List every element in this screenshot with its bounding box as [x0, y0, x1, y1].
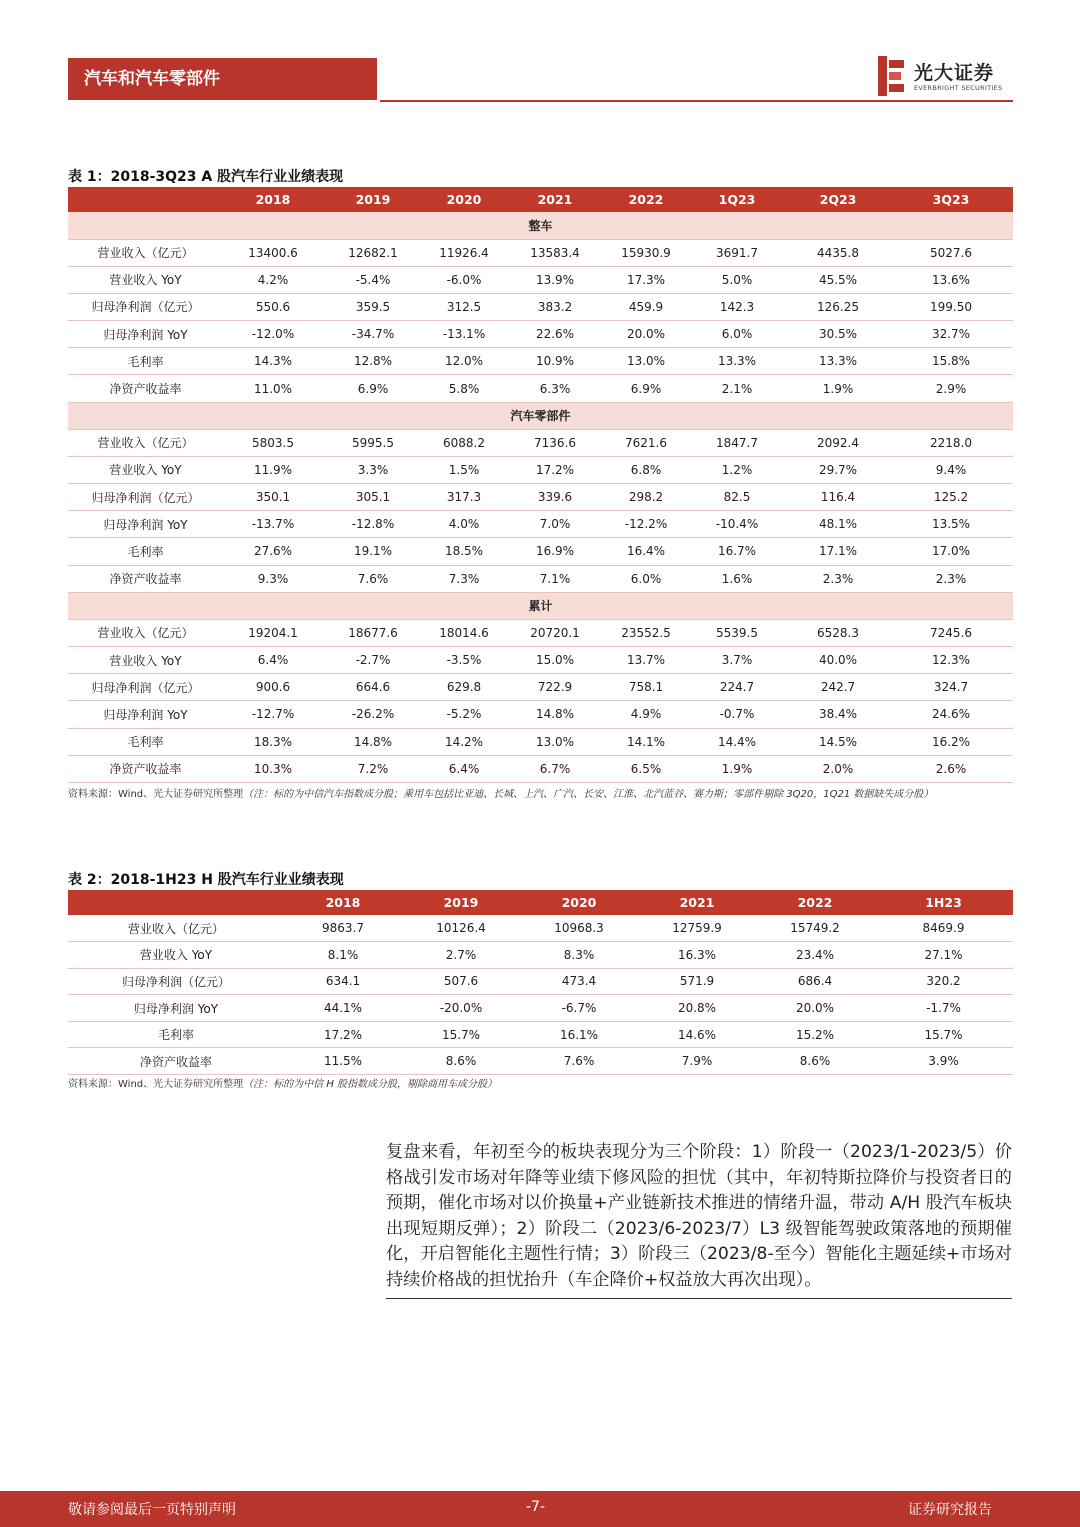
table-cell: 20.0%	[756, 995, 874, 1022]
row-label: 毛利率	[68, 1021, 284, 1048]
table-row	[68, 728, 1013, 755]
table2-header-row	[68, 890, 1013, 915]
table-cell: -3.5%	[423, 646, 505, 673]
table2-col-header: 1H23	[874, 890, 1013, 915]
row-label: 归母净利润（亿元）	[68, 968, 284, 995]
table-cell: 1.6%	[687, 565, 787, 592]
table-cell: 2218.0	[889, 429, 1013, 456]
logo-text-en: EVERBRIGHT SECURITIES	[914, 84, 1003, 92]
table-cell: 13.9%	[505, 266, 605, 293]
table-cell: 8.6%	[756, 1048, 874, 1075]
table-cell: 3.3%	[323, 456, 423, 483]
table-cell: 6528.3	[787, 619, 889, 646]
table1-col-header: 2019	[323, 187, 423, 212]
table-cell: 23.4%	[756, 942, 874, 969]
row-label: 毛利率	[68, 538, 223, 565]
table-cell: 16.3%	[638, 942, 756, 969]
table-row	[68, 968, 1013, 995]
table-row	[68, 456, 1013, 483]
table-cell: 14.8%	[505, 701, 605, 728]
table-cell: 44.1%	[284, 995, 402, 1022]
row-label: 营业收入 YoY	[68, 456, 223, 483]
table-cell: 15.7%	[402, 1021, 520, 1048]
table-cell: 459.9	[605, 293, 687, 320]
table-cell: 11926.4	[423, 239, 505, 266]
table-cell: 305.1	[323, 484, 423, 511]
table-row	[68, 646, 1013, 673]
row-label: 净资产收益率	[68, 565, 223, 592]
footer-bar	[0, 1491, 1080, 1527]
table2-col-header: 2021	[638, 890, 756, 915]
table-cell: 116.4	[787, 484, 889, 511]
table-cell: 12.8%	[323, 348, 423, 375]
table-cell: 2.7%	[402, 942, 520, 969]
table-cell: 10.3%	[223, 755, 323, 782]
table-cell: 312.5	[423, 293, 505, 320]
table1-col-header: 2018	[223, 187, 323, 212]
table-cell: 32.7%	[889, 321, 1013, 348]
brand-logo	[878, 56, 1018, 98]
table-cell: 550.6	[223, 293, 323, 320]
table-cell: 8.6%	[402, 1048, 520, 1075]
row-label: 营业收入 YoY	[68, 646, 223, 673]
table-cell: 7.0%	[505, 511, 605, 538]
table-cell: 14.1%	[605, 728, 687, 755]
table-cell: 664.6	[323, 674, 423, 701]
section-row	[68, 592, 1013, 619]
table-cell: 16.7%	[687, 538, 787, 565]
table-row	[68, 429, 1013, 456]
table2	[68, 890, 1013, 1075]
table-cell: 320.2	[874, 968, 1013, 995]
table-cell: 7.1%	[505, 565, 605, 592]
table-cell: 10968.3	[520, 915, 638, 942]
table-cell: 11.0%	[223, 375, 323, 402]
table-cell: 383.2	[505, 293, 605, 320]
table-cell: 5.8%	[423, 375, 505, 402]
table-cell: 17.2%	[284, 1021, 402, 1048]
table-row	[68, 266, 1013, 293]
table-cell: 2.1%	[687, 375, 787, 402]
table-cell: 1.5%	[423, 456, 505, 483]
table-cell: 571.9	[638, 968, 756, 995]
table-cell: 82.5	[687, 484, 787, 511]
table-cell: 317.3	[423, 484, 505, 511]
body-paragraph: 复盘来看，年初至今的板块表现分为三个阶段：1）阶段一（2023/1-2023/5）价格战引发市场对年降等业绩下修风险的担忧（其中，年初特斯拉降价与投资者日的预期，催化市场对以价换量+产业链新技术推进的情绪升温，带动 A/H 股汽车板块出现短期反弹）；2）阶段二（2023/6-2023/7）L3 级智能驾驶政策落地的预期催化，开启智能化主题性行情；3）阶段三（2023/8-至今）智能化主题延续+市场对持续价格战的担忧抬升（车企降价+权益放大再次出现）。	[386, 1140, 1012, 1299]
table-cell: 19.1%	[323, 538, 423, 565]
row-label: 净资产收益率	[68, 1048, 284, 1075]
row-label: 归母净利润（亿元）	[68, 484, 223, 511]
table-row	[68, 915, 1013, 942]
table-cell: 18677.6	[323, 619, 423, 646]
footer-disclaimer: 敬请参阅最后一页特别声明	[68, 1502, 236, 1518]
row-label: 归母净利润 YoY	[68, 511, 223, 538]
table-row	[68, 511, 1013, 538]
table2-col-header: 2019	[402, 890, 520, 915]
table-cell: 17.1%	[787, 538, 889, 565]
table-cell: 1.9%	[787, 375, 889, 402]
table-cell: 48.1%	[787, 511, 889, 538]
table-cell: 15.2%	[756, 1021, 874, 1048]
table-cell: 19204.1	[223, 619, 323, 646]
table-cell: 6.3%	[505, 375, 605, 402]
table-cell: 6.0%	[687, 321, 787, 348]
table-cell: 629.8	[423, 674, 505, 701]
table-cell: 17.2%	[505, 456, 605, 483]
table-cell: 45.5%	[787, 266, 889, 293]
table-cell: 2.0%	[787, 755, 889, 782]
table-cell: 13.6%	[889, 266, 1013, 293]
table-row	[68, 375, 1013, 402]
row-label: 营业收入 YoY	[68, 942, 284, 969]
table2-source-prefix: 资料来源：Wind、光大证券研究所整理	[68, 1079, 244, 1090]
table-cell: 40.0%	[787, 646, 889, 673]
table-cell: 14.5%	[787, 728, 889, 755]
table-cell: -6.7%	[520, 995, 638, 1022]
table-cell: 2.6%	[889, 755, 1013, 782]
table-cell: 5995.5	[323, 429, 423, 456]
table-cell: 634.1	[284, 968, 402, 995]
table-row	[68, 321, 1013, 348]
table-cell: 9863.7	[284, 915, 402, 942]
table2-source-note: （注：标的为中信 H 股指数成分股，剔除商用车成分股）	[243, 1079, 498, 1090]
table-cell: -12.7%	[223, 701, 323, 728]
table-cell: 4.0%	[423, 511, 505, 538]
table-cell: 13400.6	[223, 239, 323, 266]
row-label: 归母净利润 YoY	[68, 701, 223, 728]
table-cell: 507.6	[402, 968, 520, 995]
table-cell: 8469.9	[874, 915, 1013, 942]
table-cell: 339.6	[505, 484, 605, 511]
row-label: 营业收入（亿元）	[68, 239, 223, 266]
table-cell: 38.4%	[787, 701, 889, 728]
table-cell: 324.7	[889, 674, 1013, 701]
table-cell: 16.9%	[505, 538, 605, 565]
table-cell: 126.25	[787, 293, 889, 320]
table-cell: -12.0%	[223, 321, 323, 348]
table2-col-header: 2018	[284, 890, 402, 915]
row-label: 归母净利润 YoY	[68, 321, 223, 348]
table-cell: 1.9%	[687, 755, 787, 782]
table-cell: 6.5%	[605, 755, 687, 782]
row-label: 净资产收益率	[68, 755, 223, 782]
table1-col-header	[68, 187, 223, 212]
table2-source	[68, 1076, 1013, 1093]
table2-title: 表 2：2018-1H23 H 股汽车行业业绩表现	[68, 872, 344, 888]
table-cell: 3.7%	[687, 646, 787, 673]
table-cell: 20.8%	[638, 995, 756, 1022]
footer-report-type: 证券研究报告	[908, 1502, 992, 1518]
row-label: 营业收入（亿元）	[68, 619, 223, 646]
table1-title: 表 1：2018-3Q23 A 股汽车行业业绩表现	[68, 169, 344, 185]
table-cell: 10.9%	[505, 348, 605, 375]
table-cell: 2.3%	[787, 565, 889, 592]
table-cell: -26.2%	[323, 701, 423, 728]
table1-source-prefix: 资料来源：Wind、光大证券研究所整理	[68, 789, 244, 800]
table-cell: 3691.7	[687, 239, 787, 266]
table1-col-header: 3Q23	[889, 187, 1013, 212]
table1	[68, 187, 1013, 783]
table-cell: 11.5%	[284, 1048, 402, 1075]
table-cell: 13.0%	[605, 348, 687, 375]
section-label: 汽车零部件	[68, 402, 1013, 429]
table1-source	[68, 786, 1013, 803]
row-label: 营业收入（亿元）	[68, 915, 284, 942]
table-cell: 6.9%	[323, 375, 423, 402]
table-cell: 125.2	[889, 484, 1013, 511]
table-row	[68, 755, 1013, 782]
table-cell: 29.7%	[787, 456, 889, 483]
table-cell: 473.4	[520, 968, 638, 995]
table-row	[68, 674, 1013, 701]
table1-col-header: 2Q23	[787, 187, 889, 212]
table-row	[68, 239, 1013, 266]
table-cell: 14.3%	[223, 348, 323, 375]
table-cell: 17.3%	[605, 266, 687, 293]
section-row	[68, 402, 1013, 429]
table-cell: 15.0%	[505, 646, 605, 673]
everbright-logo-icon	[878, 56, 906, 96]
table-cell: 24.6%	[889, 701, 1013, 728]
table-cell: 27.6%	[223, 538, 323, 565]
table-cell: 13.0%	[505, 728, 605, 755]
table1-col-header: 2022	[605, 187, 687, 212]
table-cell: 5539.5	[687, 619, 787, 646]
table-cell: 14.8%	[323, 728, 423, 755]
table-row	[68, 619, 1013, 646]
table-cell: 298.2	[605, 484, 687, 511]
table-cell: 14.6%	[638, 1021, 756, 1048]
table-cell: 8.1%	[284, 942, 402, 969]
table-cell: 6.4%	[223, 646, 323, 673]
table-cell: 224.7	[687, 674, 787, 701]
table-cell: 12.3%	[889, 646, 1013, 673]
table1-col-header: 2020	[423, 187, 505, 212]
table-row	[68, 293, 1013, 320]
table-cell: 7.9%	[638, 1048, 756, 1075]
row-label: 归母净利润 YoY	[68, 995, 284, 1022]
table2-col-header	[68, 890, 284, 915]
row-label: 净资产收益率	[68, 375, 223, 402]
table-cell: 7136.6	[505, 429, 605, 456]
header-divider	[380, 100, 1013, 102]
table-cell: 14.4%	[687, 728, 787, 755]
table-cell: 6.7%	[505, 755, 605, 782]
table-row	[68, 484, 1013, 511]
table-cell: 22.6%	[505, 321, 605, 348]
section-label: 累计	[68, 592, 1013, 619]
table-cell: 1847.7	[687, 429, 787, 456]
table-cell: 2092.4	[787, 429, 889, 456]
table-cell: -5.4%	[323, 266, 423, 293]
row-label: 毛利率	[68, 348, 223, 375]
table-cell: -2.7%	[323, 646, 423, 673]
table-cell: 20720.1	[505, 619, 605, 646]
table-cell: 9.4%	[889, 456, 1013, 483]
table-cell: 18014.6	[423, 619, 505, 646]
row-label: 归母净利润（亿元）	[68, 674, 223, 701]
table-cell: 12682.1	[323, 239, 423, 266]
table-cell: 27.1%	[874, 942, 1013, 969]
table-cell: -0.7%	[687, 701, 787, 728]
table1-source-note: （注：标的为中信汽车指数成分股；乘用车包括比亚迪、长城、上汽、广汽、长安、江淮、北汽蓝谷、赛力斯；零部件剔除 3Q20，1Q21 数据缺失成分股）	[243, 789, 934, 800]
table-cell: 7.3%	[423, 565, 505, 592]
row-label: 营业收入（亿元）	[68, 429, 223, 456]
table-cell: 1.2%	[687, 456, 787, 483]
table-cell: 14.2%	[423, 728, 505, 755]
table-cell: 5027.6	[889, 239, 1013, 266]
table-cell: 2.3%	[889, 565, 1013, 592]
table-cell: 722.9	[505, 674, 605, 701]
row-label: 毛利率	[68, 728, 223, 755]
table-cell: 7.2%	[323, 755, 423, 782]
table-cell: 18.3%	[223, 728, 323, 755]
table-cell: 7.6%	[520, 1048, 638, 1075]
table2-col-header: 2020	[520, 890, 638, 915]
table-cell: -6.0%	[423, 266, 505, 293]
table-cell: 10126.4	[402, 915, 520, 942]
table-cell: 900.6	[223, 674, 323, 701]
table-cell: 199.50	[889, 293, 1013, 320]
table-cell: 13.5%	[889, 511, 1013, 538]
table-cell: 2.9%	[889, 375, 1013, 402]
logo-text-cn: 光大证券	[914, 62, 995, 84]
table-cell: 15930.9	[605, 239, 687, 266]
table-cell: -12.8%	[323, 511, 423, 538]
table-cell: 8.3%	[520, 942, 638, 969]
table-cell: 6088.2	[423, 429, 505, 456]
table-cell: 5.0%	[687, 266, 787, 293]
table-cell: 17.0%	[889, 538, 1013, 565]
table-cell: -13.7%	[223, 511, 323, 538]
table-row	[68, 348, 1013, 375]
table-cell: 16.4%	[605, 538, 687, 565]
page-number: -7-	[526, 1499, 546, 1515]
table1-header-row	[68, 187, 1013, 212]
table-cell: -20.0%	[402, 995, 520, 1022]
table-cell: 13.3%	[687, 348, 787, 375]
table-cell: 15.8%	[889, 348, 1013, 375]
table-cell: 23552.5	[605, 619, 687, 646]
table-cell: 3.9%	[874, 1048, 1013, 1075]
table-row	[68, 995, 1013, 1022]
table-row	[68, 1048, 1013, 1075]
table-cell: 6.8%	[605, 456, 687, 483]
table-cell: 13.7%	[605, 646, 687, 673]
table-cell: 11.9%	[223, 456, 323, 483]
section-title: 汽车和汽车零部件	[68, 58, 377, 100]
table-cell: 4.9%	[605, 701, 687, 728]
table1-col-header: 2021	[505, 187, 605, 212]
table-row	[68, 701, 1013, 728]
table-row	[68, 538, 1013, 565]
table-cell: 7.6%	[323, 565, 423, 592]
table-cell: 5803.5	[223, 429, 323, 456]
table-cell: 4.2%	[223, 266, 323, 293]
table-cell: 6.9%	[605, 375, 687, 402]
table-cell: 12.0%	[423, 348, 505, 375]
table-cell: 4435.8	[787, 239, 889, 266]
table-cell: 18.5%	[423, 538, 505, 565]
table-cell: 359.5	[323, 293, 423, 320]
table-row	[68, 942, 1013, 969]
table-cell: 142.3	[687, 293, 787, 320]
table-row	[68, 1021, 1013, 1048]
table-cell: 13583.4	[505, 239, 605, 266]
table-cell: 15.7%	[874, 1021, 1013, 1048]
table-cell: 16.2%	[889, 728, 1013, 755]
table1-col-header: 1Q23	[687, 187, 787, 212]
table-cell: 12759.9	[638, 915, 756, 942]
table-cell: -10.4%	[687, 511, 787, 538]
table-row	[68, 565, 1013, 592]
table-cell: 6.4%	[423, 755, 505, 782]
section-label: 整车	[68, 212, 1013, 239]
table2-col-header: 2022	[756, 890, 874, 915]
table-cell: 686.4	[756, 968, 874, 995]
row-label: 归母净利润（亿元）	[68, 293, 223, 320]
table-cell: 30.5%	[787, 321, 889, 348]
row-label: 营业收入 YoY	[68, 266, 223, 293]
table-cell: 350.1	[223, 484, 323, 511]
table-cell: 13.3%	[787, 348, 889, 375]
table-cell: 758.1	[605, 674, 687, 701]
table-cell: -12.2%	[605, 511, 687, 538]
table-cell: 6.0%	[605, 565, 687, 592]
table-cell: -13.1%	[423, 321, 505, 348]
table-cell: 7621.6	[605, 429, 687, 456]
section-row	[68, 212, 1013, 239]
table-cell: -1.7%	[874, 995, 1013, 1022]
table-cell: -34.7%	[323, 321, 423, 348]
table-cell: 242.7	[787, 674, 889, 701]
table-cell: -5.2%	[423, 701, 505, 728]
table-cell: 20.0%	[605, 321, 687, 348]
table-cell: 16.1%	[520, 1021, 638, 1048]
table-cell: 7245.6	[889, 619, 1013, 646]
table-cell: 9.3%	[223, 565, 323, 592]
table-cell: 15749.2	[756, 915, 874, 942]
